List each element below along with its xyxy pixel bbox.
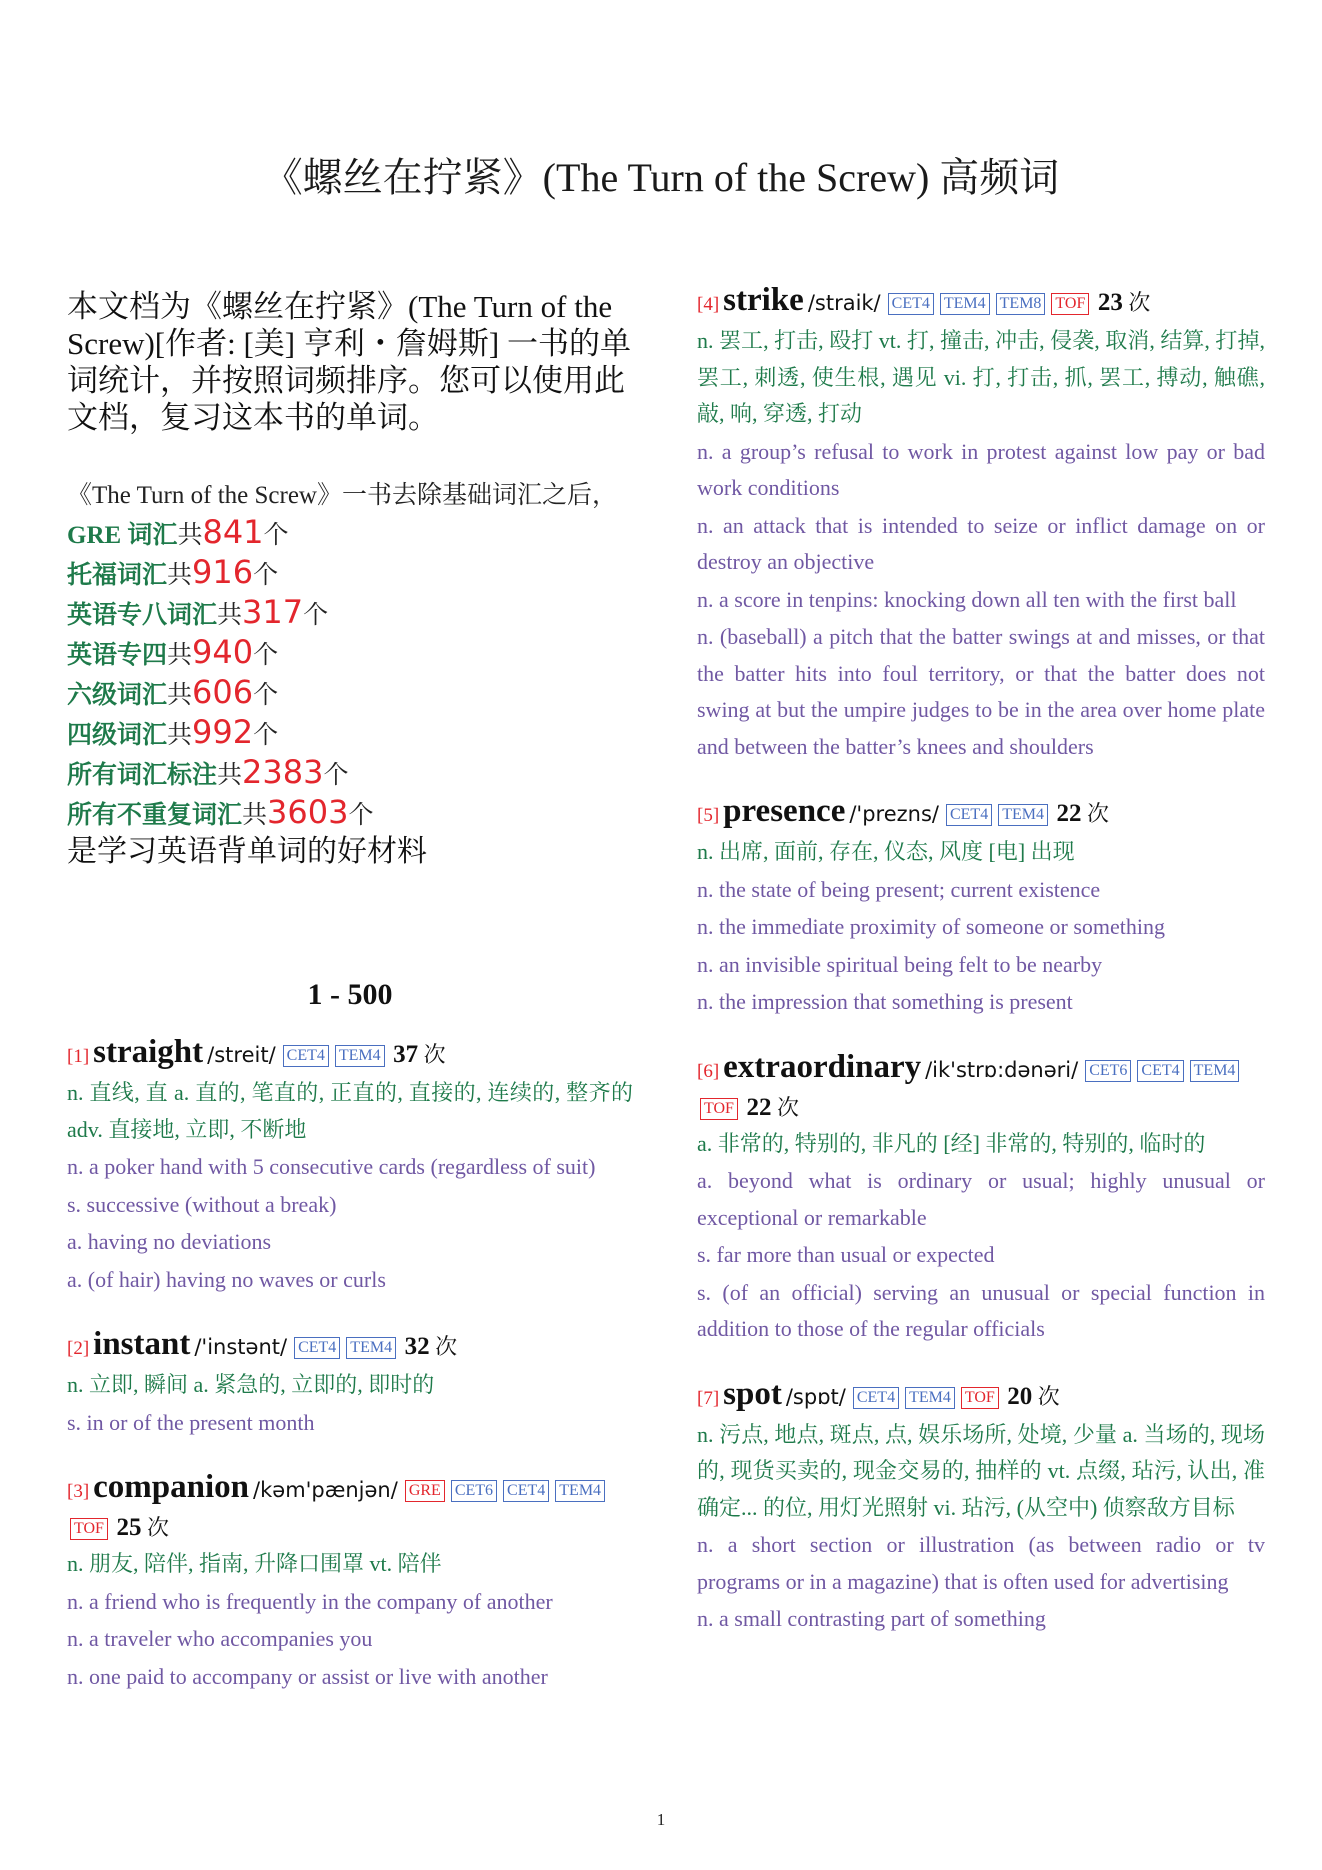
- vocab-entry: [697, 1376, 1265, 1638]
- entry-header: [697, 1049, 1265, 1126]
- entry-count: 20: [1007, 1382, 1033, 1410]
- stats-list: [67, 514, 633, 834]
- stat-mid: 共: [217, 762, 243, 789]
- entry-phonetic: /streit/: [207, 1043, 276, 1067]
- entry-index: [3]: [67, 1481, 90, 1502]
- entry-phonetic: /kəm'pænjən/: [253, 1478, 398, 1502]
- entry-word: straight: [93, 1034, 204, 1070]
- english-definition: n. the state of being present; current existence: [697, 876, 1101, 902]
- english-definition: a. (of hair) having no waves or curls: [67, 1266, 386, 1292]
- chinese-definition: a. 非常的, 特别的, 非凡的 [经] 非常的, 特别的, 临时的: [697, 1130, 1206, 1156]
- stats-lead: 《The Turn of the Screw》一书去除基础词汇之后，: [67, 482, 617, 509]
- entry-phonetic: /'prezns/: [849, 802, 939, 826]
- entry-word: instant: [93, 1326, 191, 1362]
- english-definition: n. a traveler who accompanies you: [67, 1626, 373, 1651]
- stat-mid: 共: [167, 562, 193, 589]
- entry-count: 22: [746, 1093, 772, 1121]
- stat-number: 3603: [267, 793, 349, 831]
- entry-header: [697, 1376, 1265, 1417]
- exam-tag: CET4: [503, 1480, 549, 1502]
- entry-phonetic: /ik'strɒ:dənəri/: [925, 1057, 1079, 1082]
- entry-index: [1]: [67, 1046, 90, 1067]
- entry-word: spot: [723, 1375, 782, 1412]
- stat-number: 940: [192, 633, 254, 671]
- exam-tag: TEM4: [905, 1387, 955, 1409]
- entry-phonetic: /'instənt/: [194, 1335, 288, 1359]
- english-definition: a. having no deviations: [67, 1229, 272, 1254]
- stat-unit: 个: [323, 762, 349, 789]
- stat-number: 317: [242, 593, 304, 631]
- right-entry-list: [697, 282, 1265, 1638]
- exam-tag: TEM4: [998, 804, 1048, 826]
- entry-index: [6]: [697, 1060, 720, 1082]
- exam-tag: CET4: [888, 293, 934, 315]
- entry-index: [2]: [67, 1338, 90, 1359]
- entry-phonetic: /spɒt/: [785, 1384, 846, 1409]
- stat-number: 992: [192, 713, 254, 751]
- stat-mid: 共: [167, 682, 193, 709]
- entry-count-unit: 次: [1128, 290, 1151, 315]
- exam-tag: TEM4: [940, 293, 990, 315]
- stat-unit: 个: [253, 642, 279, 669]
- english-definition: s. successive (without a break): [67, 1191, 337, 1217]
- english-definition: s. in or of the present month: [67, 1409, 315, 1435]
- exam-tag: TOF: [1051, 293, 1089, 315]
- entry-word: extraordinary: [723, 1048, 922, 1085]
- entry-count-unit: 次: [776, 1094, 799, 1120]
- stat-line: [67, 674, 633, 714]
- chinese-definition: n. 立即, 瞬间 a. 紧急的, 立即的, 即时的: [67, 1372, 435, 1397]
- stat-label: GRE 词汇: [67, 522, 178, 549]
- english-definition: n. a group’s refusal to work in protest against low pay or bad work conditions: [697, 438, 1265, 500]
- chinese-definition: n. 朋友, 陪伴, 指南, 升降口围罩 vt. 陪伴: [67, 1551, 442, 1576]
- entry-count-unit: 次: [1086, 801, 1109, 826]
- stat-mid: 共: [217, 602, 243, 629]
- english-definition: n. the impression that something is present: [697, 989, 1073, 1014]
- entry-count: 23: [1097, 289, 1123, 316]
- stat-mid: 共: [167, 642, 193, 669]
- stat-mid: 共: [242, 802, 268, 829]
- entry-index: [7]: [697, 1387, 720, 1409]
- page-number: 1: [656, 1810, 666, 1829]
- stat-unit: 个: [253, 682, 279, 709]
- chinese-definition: n. 直线, 直 a. 直的, 笔直的, 正直的, 直接的, 连续的, 整齐的 adv. 直接地, 立即, 不断地: [67, 1080, 633, 1142]
- stat-label: 英语专八词汇: [67, 602, 218, 629]
- stat-unit: 个: [253, 722, 279, 749]
- vocab-entry: [67, 1034, 633, 1298]
- intro-paragraph: 本文档为《螺丝在拧紧》(The Turn of the Screw)[作者: [美] 亨利・詹姆斯] 一书的单词统计，并按照词频排序。您可以使用此文档，复习这本书的单词。: [67, 289, 631, 435]
- entry-index: [5]: [697, 805, 720, 826]
- range-heading: 1 - 500: [307, 978, 393, 1011]
- left-column: [67, 282, 633, 1723]
- exam-tag: TEM8: [996, 293, 1046, 315]
- stat-line: [67, 594, 633, 634]
- english-definition: s. far more than usual or expected: [697, 1242, 995, 1267]
- stat-unit: 个: [253, 562, 279, 589]
- stat-label: 所有词汇标注: [67, 762, 218, 789]
- english-definition: n. a score in tenpins: knocking down all ten with the first ball: [697, 586, 1237, 612]
- exam-tag: CET4: [946, 804, 992, 826]
- stat-label: 四级词汇: [67, 722, 168, 749]
- entry-count: 32: [404, 1333, 430, 1360]
- entry-index: [4]: [697, 294, 720, 315]
- exam-tag: TOF: [961, 1387, 999, 1409]
- stat-label: 英语专四: [67, 642, 168, 669]
- entry-header: [697, 793, 1265, 834]
- stat-mid: 共: [167, 722, 193, 749]
- entry-header: [67, 1034, 633, 1075]
- entry-header: [67, 1469, 633, 1546]
- stat-number: 2383: [242, 753, 324, 791]
- vocab-entry: [697, 793, 1265, 1021]
- entry-word: companion: [93, 1469, 250, 1505]
- stat-number: 916: [192, 553, 254, 591]
- stat-mid: 共: [177, 522, 203, 549]
- stat-label: 所有不重复词汇: [67, 802, 243, 829]
- exam-tag: TOF: [70, 1518, 108, 1540]
- entry-count-unit: 次: [423, 1042, 446, 1067]
- entry-word: strike: [723, 282, 804, 318]
- stat-unit: 个: [303, 602, 329, 629]
- entry-phonetic: /straik/: [807, 291, 881, 315]
- vocab-entry: [697, 282, 1265, 765]
- left-entry-list: [67, 1034, 633, 1695]
- vocab-entry: [67, 1469, 633, 1695]
- stat-line: [67, 794, 633, 834]
- entry-header: [67, 1326, 633, 1367]
- stat-line: [67, 514, 633, 554]
- english-definition: a. beyond what is ordinary or usual; highly unusual or exceptional or remarkable: [697, 1168, 1265, 1230]
- english-definition: n. a small contrasting part of something: [697, 1606, 1046, 1631]
- stat-label: 六级词汇: [67, 682, 168, 709]
- exam-tag: CET6: [1085, 1060, 1131, 1082]
- stat-unit: 个: [348, 802, 374, 829]
- english-definition: n. an invisible spiritual being felt to be nearby: [697, 951, 1103, 977]
- entry-count: 22: [1056, 800, 1082, 827]
- entry-count-unit: 次: [1037, 1383, 1060, 1409]
- english-definition: n. a poker hand with 5 consecutive cards (regardless of suit): [67, 1154, 596, 1179]
- exam-tag: GRE: [405, 1480, 445, 1502]
- english-definition: n. an attack that is intended to seize or inflict damage on or destroy an objective: [697, 512, 1265, 574]
- stat-line: [67, 714, 633, 754]
- page-title: 《螺丝在拧紧》(The Turn of the Screw) 高频词: [262, 155, 1060, 200]
- entry-header: [697, 282, 1265, 323]
- english-definition: n. a friend who is frequently in the company of another: [67, 1588, 553, 1614]
- english-definition: n. the immediate proximity of someone or something: [697, 914, 1166, 939]
- exam-tag: CET4: [853, 1387, 899, 1409]
- exam-tag: CET4: [283, 1045, 329, 1067]
- right-column: [697, 282, 1265, 1666]
- stat-line: [67, 554, 633, 594]
- vocab-entry: [697, 1049, 1265, 1348]
- entry-count: 25: [116, 1514, 142, 1541]
- chinese-definition: n. 出席, 面前, 存在, 仪态, 风度 [电] 出现: [697, 839, 1075, 864]
- english-definition: s. (of an official) serving an unusual or special function in addition to those of the regular officials: [697, 1279, 1265, 1341]
- stat-unit: 个: [263, 522, 289, 549]
- chinese-definition: n. 罢工, 打击, 殴打 vt. 打, 撞击, 冲击, 侵袭, 取消, 结算, 打掉, 罢工, 刺透, 使生根, 遇见 vi. 打, 打击, 抓, 罢工, 搏动, 触礁, 敲, 响, 穿透, 打动: [697, 328, 1265, 426]
- chinese-definition: n. 污点, 地点, 斑点, 点, 娱乐场所, 处境, 少量 a. 当场的, 现场的, 现货买卖的, 现金交易的, 抽样的 vt. 点缀, 玷污, 认出, 准确定... 的位, 用灯光照射 vi. 玷污, (从空中) 侦察敌方目标: [697, 1421, 1265, 1520]
- english-definition: n. one paid to accompany or assist or live with another: [67, 1663, 548, 1689]
- exam-tag: CET4: [294, 1337, 340, 1359]
- stat-number: 606: [192, 673, 254, 711]
- exam-tag: CET6: [451, 1480, 497, 1502]
- exam-tag: CET4: [1137, 1060, 1183, 1082]
- exam-tag: TEM4: [335, 1045, 385, 1067]
- stats-closing: 是学习英语背单词的好材料: [67, 835, 427, 868]
- entry-word: presence: [723, 793, 846, 829]
- exam-tag: TEM4: [555, 1480, 605, 1502]
- exam-tag: TEM4: [346, 1337, 396, 1359]
- stat-number: 841: [202, 513, 264, 551]
- stat-line: [67, 754, 633, 794]
- entry-count-unit: 次: [435, 1334, 458, 1359]
- stat-label: 托福词汇: [67, 562, 168, 589]
- english-definition: n. a short section or illustration (as between radio or tv programs or in a magazine) that is often used for advertising: [697, 1532, 1265, 1594]
- entry-count: 37: [393, 1041, 419, 1068]
- entry-count-unit: 次: [146, 1515, 169, 1540]
- english-definition: n. (baseball) a pitch that the batter swings at and misses, or that the batter hits into foul territory, or that the batter does not swing at but the umpire judges to be in the area over home plate and between the batter’s knees and shoulders: [697, 624, 1265, 759]
- exam-tag: TOF: [700, 1098, 738, 1120]
- vocab-entry: [67, 1326, 633, 1441]
- stat-line: [67, 634, 633, 674]
- exam-tag: TEM4: [1190, 1060, 1240, 1082]
